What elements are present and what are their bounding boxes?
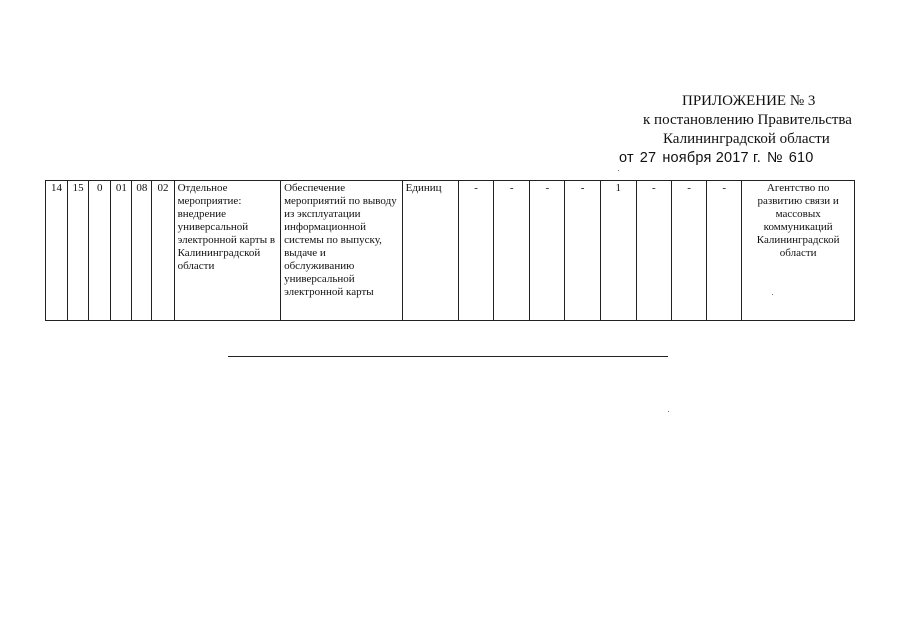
code-cell: 14 <box>46 181 68 321</box>
unit-cell: Единиц <box>402 181 458 321</box>
scan-speck <box>772 294 773 295</box>
number-sign: № <box>766 150 783 166</box>
date-month-year: ноября 2017 г. <box>662 150 761 166</box>
scan-speck <box>668 411 669 412</box>
code-cell: 01 <box>111 181 132 321</box>
responsible-cell: Агентство по развитию связи и массовых коммуникаций Калининградской области <box>742 181 855 321</box>
appendix-title: ПРИЛОЖЕНИЕ № 3 <box>682 93 816 109</box>
value-cell: - <box>636 181 671 321</box>
code-cell: 02 <box>152 181 174 321</box>
appendix-region: Калининградской области <box>663 131 830 147</box>
value-cell: - <box>494 181 530 321</box>
code-cell: 15 <box>68 181 89 321</box>
appendix-header <box>600 92 860 168</box>
appendix-subtitle: к постановлению Правительства <box>643 112 852 128</box>
appendix-date-line <box>619 149 860 168</box>
table-row <box>46 181 855 321</box>
document-number: 610 <box>788 150 814 166</box>
value-cell: - <box>707 181 742 321</box>
value-cell: - <box>458 181 493 321</box>
measures-table <box>45 180 855 321</box>
closing-rule <box>228 356 668 357</box>
code-cell: 08 <box>132 181 152 321</box>
value-cell: - <box>671 181 706 321</box>
value-cell: 1 <box>600 181 636 321</box>
date-day: 27 <box>639 150 657 166</box>
value-cell: - <box>530 181 565 321</box>
indicator-cell: Обеспечение мероприятий по выводу из эксплуатации информационной системы по выпуску, выдаче и обслуживанию универсальной электронной карты <box>281 181 403 321</box>
scan-speck <box>618 170 619 171</box>
code-cell: 0 <box>89 181 111 321</box>
date-prefix: от <box>619 150 634 166</box>
event-name-cell: Отдельное мероприятие: внедрение универсальной электронной карты в Калининградской области <box>174 181 281 321</box>
value-cell: - <box>565 181 600 321</box>
